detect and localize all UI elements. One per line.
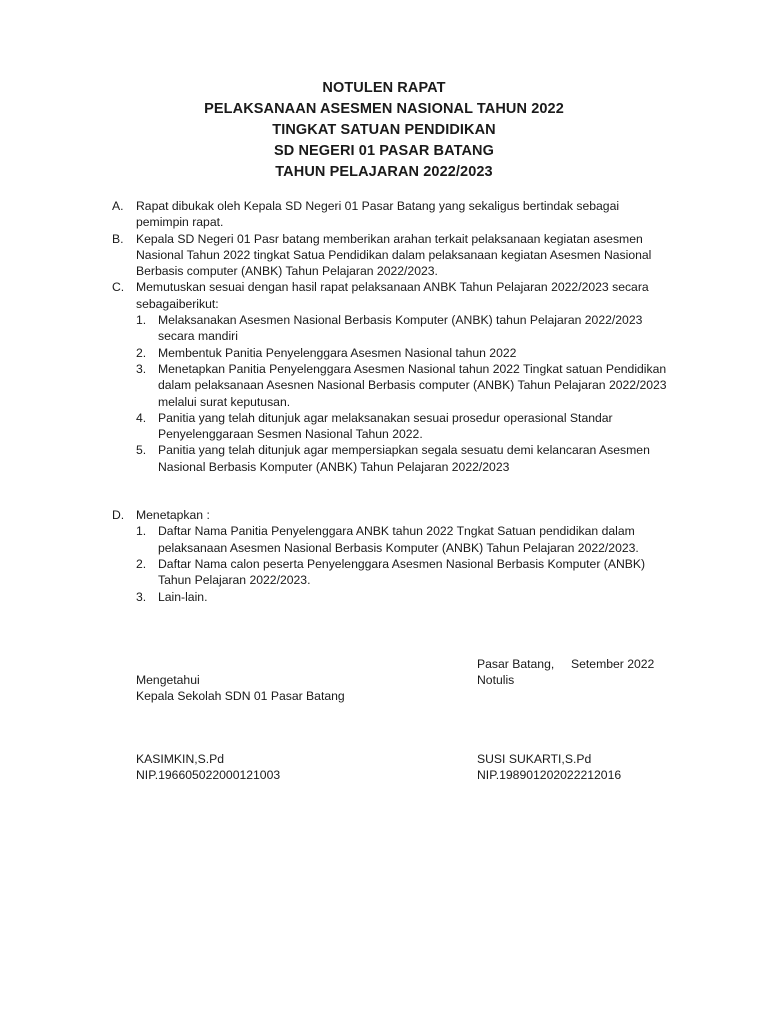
minute-taker-label: Notulis	[477, 673, 515, 687]
list-text: Menetapkan Panitia Penyelenggara Asesmen Nasional tahun 2022 Tingkat satuan Pendidikan dalam pelaksanaan Asesnen Nasional Berbasis computer (ANBK) Tahun Pelajaran 2022/2023 melalui surat keputusan.	[158, 361, 667, 409]
list-text: Panitia yang telah ditunjuk agar melaksanakan sesuai prosedur operasional Standar Penyelenggaraan Sesmen Nasional Tahun 2022.	[158, 410, 613, 442]
list-number: 1.	[136, 524, 147, 539]
list-text: Daftar Nama calon peserta Penyelenggara Asesmen Nasional Berbasis Komputer (ANBK) Tahun Pelajaran 2022/2023.	[158, 556, 646, 588]
section-letter: A.	[112, 199, 124, 213]
section-text: Kepala SD Negeri 01 Pasr batang memberikan arahan terkait pelaksanaan kegiatan asesmen Nasional Tahun 2022 tingkat Satua Pendidikan dalam pelaksanaan kegiatan Asesmen Nasional Berbasis computer (ANBK) Tahun Pelajaran 2022/2023.	[136, 231, 652, 279]
document-title	[0, 78, 768, 183]
list-text: Panitia yang telah ditunjuk agar mempersiapkan segala sesuatu demi kelancaran Asesmen Nasional Berbasis Komputer (ANBK) Tahun Pelajaran 2022/2023	[158, 443, 650, 474]
section-text: Menetapkan :	[136, 508, 210, 523]
title-line-3: TINGKAT SATUAN PENDIDIKAN	[272, 122, 496, 138]
section-c	[0, 279, 768, 312]
section-text: Rapat dibukak oleh Kepala SD Negeri 01 Pasar Batang yang sekaligus bertindak sebagai pemimpin rapat.	[136, 199, 620, 230]
list-number: 3.	[136, 589, 147, 604]
list-number: 2.	[136, 556, 147, 571]
signature-date: Setember 2022	[571, 657, 655, 671]
list-text: Lain-lain.	[158, 589, 208, 604]
list-number: 4.	[136, 410, 147, 425]
list-number: 3.	[136, 361, 147, 376]
minute-taker-name: SUSI SUKARTI,S.Pd	[477, 752, 592, 766]
section-spacer	[0, 475, 768, 507]
section-text: Memutuskan sesuai dengan hasil rapat pelaksanaan ANBK Tahun Pelajaran 2022/2023 secara sebagaiberikut:	[136, 280, 649, 311]
list-item	[0, 556, 768, 589]
section-b	[0, 231, 768, 280]
list-number: 1.	[136, 313, 147, 328]
acknowledger-position: Kepala Sekolah SDN 01 Pasar Batang	[136, 689, 345, 703]
list-item	[0, 345, 768, 361]
list-item	[0, 523, 768, 556]
section-letter: D.	[112, 508, 125, 523]
section-d	[0, 507, 768, 523]
title-line-1: NOTULEN RAPAT	[322, 80, 446, 96]
signature-place: Pasar Batang,	[477, 657, 555, 671]
acknowledger-label: Mengetahui	[136, 673, 200, 687]
list-item	[0, 361, 768, 410]
list-number: 2.	[136, 345, 147, 360]
list-number: 5.	[136, 443, 147, 458]
minute-taker-nip: NIP.198901202022212016	[477, 768, 622, 782]
title-line-5: TAHUN PELAJARAN 2022/2023	[275, 164, 493, 180]
acknowledger-name: KASIMKIN,S.Pd	[136, 752, 225, 766]
document-body	[0, 198, 768, 605]
acknowledger-nip: NIP.196605022000121003	[136, 768, 281, 782]
title-line-2: PELAKSANAAN ASESMEN NASIONAL TAHUN 2022	[204, 101, 564, 117]
list-text: Membentuk Panitia Penyelenggara Asesmen Nasional tahun 2022	[158, 345, 517, 360]
list-text: Daftar Nama Panitia Penyelenggara ANBK tahun 2022 Tngkat Satuan pendidikan dalam pelaksanaan Asesmen Nasional Berbasis Komputer (ANBK) Tahun Pelajaran 2022/2023.	[158, 524, 639, 555]
section-letter: B.	[112, 231, 124, 246]
title-line-4: SD NEGERI 01 PASAR BATANG	[273, 143, 495, 159]
section-a	[0, 198, 768, 231]
list-text: Melaksanakan Asesmen Nasional Berbasis Komputer (ANBK) tahun Pelajaran 2022/2023 secara mandiri	[158, 313, 643, 344]
list-item	[0, 312, 768, 345]
section-letter: C.	[112, 280, 125, 295]
list-item	[0, 410, 768, 443]
list-item	[0, 589, 768, 605]
list-item	[0, 442, 768, 475]
